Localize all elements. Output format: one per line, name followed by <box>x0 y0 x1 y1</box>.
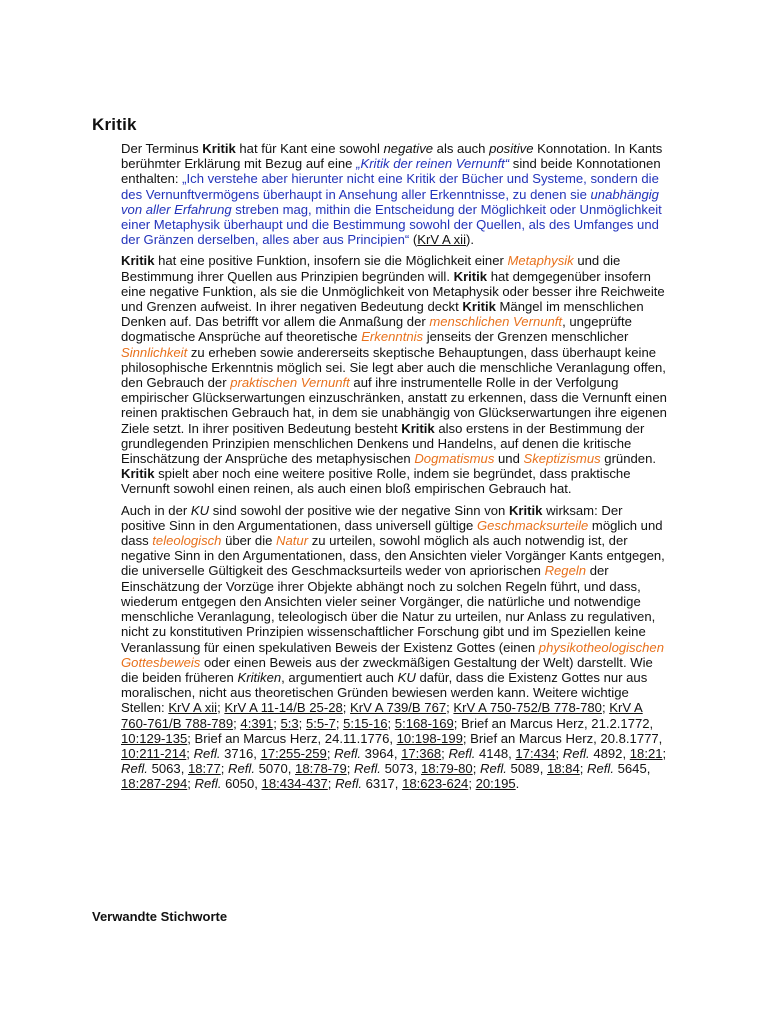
link-physikotheologischer-gottesbeweis[interactable]: physikotheologischen Gottesbeweis <box>121 639 664 670</box>
text: 5063, <box>147 761 188 777</box>
refl-label: Refl. <box>335 776 363 792</box>
related-keywords-heading: Verwandte Stichworte <box>92 909 228 924</box>
text: möglich und dass <box>121 517 663 549</box>
reference-link[interactable]: KrV A 760-761/B 788-789 <box>121 700 643 731</box>
keyword-kritik: Kritik <box>202 141 236 156</box>
reference-link[interactable]: 18:287-294 <box>121 776 188 792</box>
paragraph-3: Auch in der KU sind sowohl der positive wie der negative Sinn von Kritik wirksam: Der positive Sinn in den Argumentationen, dass universell gültige Geschmacksurteile möglich und dass teleologisch über die Natur zu urteilen, sowohl möglich als auch notwendig ist, der negative Sinn in den Argumentationen, dass, den Ansichten vieler Vorgänger Kants entgegen, die universelle Gültigkeit des Geschmacksurteils weder von apriorischen Regeln der Einschätzung der Vorzüge ihrer Objekte abhängt noch zu solchen Regeln führt, und dass, wiederum entgegen den Ansichten vieler seiner Vorgänger, die natürliche und notwendige menschliche Veranlagung, teleologisch über die Natur zu urteilen, nur Anlass zu regulativen, nicht zu konstitutiven Prinzipien wissenschaftlicher Forschung gibt und im Speziellen keine Veranlassung für einen spekulativen Beweis der Existenz Gottes (einen physikotheologischen Gottesbeweis oder einen Beweis aus der zweckmäßigen Gestaltung der Welt) darstellt. Wie die beiden früheren Kritiken, argumentiert auch KU dafür, dass die Existenz Gottes nur aus moralischen, nicht aus theoretischen Gründen bewiesen werden kann. Weitere wichtige Stellen: KrV A xii; KrV A 11-14/B 25-28; KrV A 739/B 767; KrV A 750-752/B 778-780; KrV A 760-761/B 788-789; 4:391; 5:3; 5:5-7; 5:15-16; 5:168-169; Brief an Marcus Herz, 21.2.1772, 10:129-135; Brief an Marcus Herz, 24.11.1776, 10:198-199; Brief an Marcus Herz, 20.8.1777, 10:211-214; Refl. 3716, 17:255-259; Refl. 3964, 17:368; Refl. 4148, 17:434; Refl. 4892, 18:21; Refl. 5063, 18:77; Refl. 5070, 18:78-79; Refl. 5073, 18:79-80; Refl. 5089, 18:84; Refl. 5645, 18:287-294; Refl. 6050, 18:434-437; Refl. 6317, 18:623-624; 20:195. <box>121 502 667 792</box>
reference-link[interactable]: 18:434-437 <box>261 776 328 792</box>
refl-label: Refl. <box>479 761 507 777</box>
reference-link[interactable]: 18:623-624 <box>402 776 469 792</box>
reference-link[interactable]: 10:211-214 <box>121 745 187 761</box>
text: 3964, <box>361 745 402 761</box>
refl-label: Refl. <box>587 761 614 777</box>
text: oder einen Beweis aus der zweckmäßigen Gestaltung der Welt) darstellt. Wie die beiden früheren <box>121 654 653 685</box>
reference-link[interactable]: 17:368 <box>401 745 442 761</box>
link-menschliche-vernunft[interactable]: menschlichen Vernunft <box>429 314 563 330</box>
refl-label: Refl. <box>354 761 381 777</box>
emphasis-kritiken: Kritiken <box>237 669 282 685</box>
text: Der Terminus <box>121 141 203 156</box>
quote-text: streben mag, mithin die Entscheidung der Möglichkeit oder Unmöglichkeit einer Metaphysik überhaupt und die Bestimmung sowohl der Quellen, als des Umfanges und der Gränzen derselben, alles aber aus Principien“ <box>121 201 662 248</box>
refl-label: Refl. <box>562 745 590 761</box>
reference-link[interactable]: KrV A 750-752/B 778-780 <box>453 700 602 716</box>
text: sind sowohl der positive wie der negative Sinn von <box>209 502 509 518</box>
reference-link[interactable]: KrV A 739/B 767 <box>350 700 447 716</box>
work-title-kritik-der-reinen-vernunft: „Kritik der reinen Vernunft“ <box>356 156 510 172</box>
link-erkenntnis[interactable]: Erkenntnis <box>361 329 424 345</box>
link-praktische-vernunft[interactable]: praktischen Vernunft <box>230 375 350 391</box>
emphasis-negative: negative <box>383 141 434 156</box>
text: zu urteilen, sowohl möglich als auch notwendig ist, der negative Sinn in den Argumentationen, dass, den Ansichten vieler Vorgänger Kants entgegen, die universelle Gültigkeit des Geschmacksurteils weder von apriorischen <box>121 533 665 579</box>
quote-emphasis: unabhängig von aller Erfahrung <box>121 186 659 217</box>
text: Konnotation. In Kants berühmter Erklärung mit Bezug auf eine <box>121 141 663 172</box>
reference-link[interactable]: 4:391 <box>240 715 274 731</box>
link-natur[interactable]: Natur <box>276 533 309 549</box>
refl-label: Refl. <box>194 776 222 792</box>
text: jenseits der Grenzen menschlicher <box>423 329 629 345</box>
reference-link[interactable]: 17:255-259 <box>260 745 327 761</box>
reference-link[interactable]: KrV A xii <box>417 232 466 248</box>
quote-text: „Ich verstehe aber hierunter nicht eine Kritik der Bücher und Systeme, sondern die des Vernunftvermögens überhaupt in Ansehung aller Erkenntnisse, zu denen sie <box>121 171 659 202</box>
keyword-kritik: Kritik <box>121 466 155 482</box>
reference-link[interactable]: 5:5-7 <box>305 715 336 731</box>
reference-link[interactable]: 18:84 <box>546 761 580 777</box>
text: zu erheben sowie andererseits skeptische Behauptungen, dass überhaupt keine philosophische Erkenntnis möglich sei. Sie legt aber auch die menschliche Veranlagung offen, den Gebrauch der <box>121 344 666 391</box>
reference-link[interactable]: 5:15-16 <box>343 715 388 731</box>
reference-link[interactable]: 18:77 <box>187 761 221 777</box>
keyword-kritik: Kritik <box>401 420 435 436</box>
text: der Einschätzung der Vorzüge ihrer Objekte abhängt noch zu solchen Regeln führt, und dass, wiederum entgegen den Ansichten vieler seiner Vorgänger, die natürliche und notwendige menschliche Veranlagung, teleologisch über die Natur zu urteilen, nur Anlass zu regulativen, nicht zu konstitutiven Prinzipien wissenschaftlicher Forschung gibt und im Speziellen keine Veranlassung für einen spekulativen Beweis der Existenz Gottes (einen <box>121 563 656 655</box>
keyword-kritik: Kritik <box>121 253 155 269</box>
text: 5070, <box>254 761 296 777</box>
link-metaphysik[interactable]: Metaphysik <box>507 253 574 269</box>
refl-label: Refl. <box>334 745 362 761</box>
reference-link[interactable]: 18:78-79 <box>295 761 347 777</box>
text: dafür, dass die Existenz Gottes nur aus moralischen, nicht aus theoretischen Gründen bewiesen werden kann. Weitere wichtige Stellen: <box>121 669 648 716</box>
text: , argumentiert auch <box>281 669 398 685</box>
link-dogmatismus[interactable]: Dogmatismus <box>414 451 495 467</box>
keyword-kritik: Kritik <box>462 299 496 315</box>
refl-label: Refl. <box>448 745 476 761</box>
text: und <box>494 451 524 467</box>
reference-link[interactable]: KrV A 11-14/B 25-28 <box>224 700 343 716</box>
text: ). <box>466 232 474 248</box>
text: 6317, <box>362 776 403 792</box>
abbrev-ku: KU <box>190 502 210 518</box>
text: hat für Kant eine sowohl <box>235 141 384 156</box>
text: hat demgegenüber insofern eine negative Funktion, als sie die Unmöglichkeit von Metaphysik oder besser ihre Reichweite und Grenzen aufweist. In ihrer negativen Bedeutung deckt <box>121 268 665 315</box>
reference-link[interactable]: 5:168-169 <box>394 715 454 731</box>
reference-link[interactable]: 18:79-80 <box>421 761 473 777</box>
text: ; Brief an Marcus Herz, 24.11.1776, <box>187 730 397 746</box>
reference-link[interactable]: 10:129-135 <box>121 730 188 746</box>
text: spielt aber noch eine weitere positive Rolle, indem sie begründet, dass praktische Vernunft sowohl einen reinen, als auch einen bloß empirischen Gebrauch hat. <box>121 466 631 497</box>
abbrev-ku: KU <box>397 669 416 685</box>
text: ; Brief an Marcus Herz, 20.8.1777, <box>462 730 663 746</box>
text: ; Brief an Marcus Herz, 21.2.1772, <box>453 715 654 731</box>
kant-quote <box>121 171 662 247</box>
paragraph-1 <box>121 141 667 247</box>
text: gründen. <box>600 451 656 467</box>
text: als auch <box>433 141 490 156</box>
emphasis-positive: positive <box>489 141 534 156</box>
reference-link[interactable]: 17:434 <box>515 745 556 761</box>
keyword-kritik: Kritik <box>453 268 488 284</box>
reference-link[interactable]: 18:21 <box>629 745 663 761</box>
text: 4892, <box>589 745 630 761</box>
text: hat eine positive Funktion, insofern sie die Möglichkeit einer <box>154 253 508 269</box>
link-geschmacksurteile[interactable]: Geschmacksurteile <box>476 517 589 533</box>
text: 5645, <box>613 761 651 777</box>
paragraph-2 <box>121 253 667 496</box>
link-regeln[interactable]: Regeln <box>544 563 587 579</box>
text: also erstens in der Bestimmung der grundlegenden Prinzipien menschlichen Denkens und Handelns, auf denen die kritische Einschätzung der Ansprüche des metaphysischen <box>121 420 645 467</box>
text: ( <box>409 232 418 248</box>
reference-link[interactable]: 10:198-199 <box>396 730 463 746</box>
refl-label: Refl. <box>121 761 148 777</box>
page-title: Kritik <box>92 115 137 134</box>
refl-label: Refl. <box>193 745 221 761</box>
text: Mängel im menschlichen Denken auf. Das betrifft vor allem die Anmaßung der <box>121 299 644 330</box>
text: auf ihre instrumentelle Rolle in der Verfolgung empirischer Glückserwartungen einzuschränken, anstatt zu erkennen, dass die Vernunft einen reinen praktischen Gebrauch hat, in dem sie unabhängig von Glückserwartungen ihre eigenen Ziele setzt. In ihrer positiven Bedeutung besteht <box>121 375 667 436</box>
text: , ungeprüfte dogmatische Ansprüche auf theoretische <box>121 314 632 345</box>
article-body <box>121 141 667 798</box>
text: sind beide Konnotationen enthalten: <box>121 156 661 187</box>
text: 4148, <box>475 745 516 761</box>
keyword-kritik: Kritik <box>508 502 543 518</box>
text: 5089, <box>506 761 547 777</box>
refl-label: Refl. <box>228 761 255 777</box>
text: Auch in der <box>121 502 191 518</box>
link-skeptizismus[interactable]: Skeptizismus <box>523 451 601 467</box>
reference-link[interactable]: 20:195 <box>475 776 516 792</box>
reference-link[interactable]: KrV A xii <box>168 700 218 716</box>
text: 3716, <box>220 745 261 761</box>
text: über die <box>221 533 277 549</box>
link-teleologisch[interactable]: teleologisch <box>152 533 222 549</box>
text: und die Bestimmung ihrer Quellen aus Prinzipien begründen will. <box>121 253 621 284</box>
text: wirksam: Der positive Sinn in den Argumentationen, dass universell gültige <box>121 502 623 533</box>
text: 5073, <box>380 761 421 777</box>
link-sinnlichkeit[interactable]: Sinnlichkeit <box>121 344 188 360</box>
reference-link[interactable]: 5:3 <box>280 715 299 731</box>
text: 6050, <box>221 776 262 792</box>
